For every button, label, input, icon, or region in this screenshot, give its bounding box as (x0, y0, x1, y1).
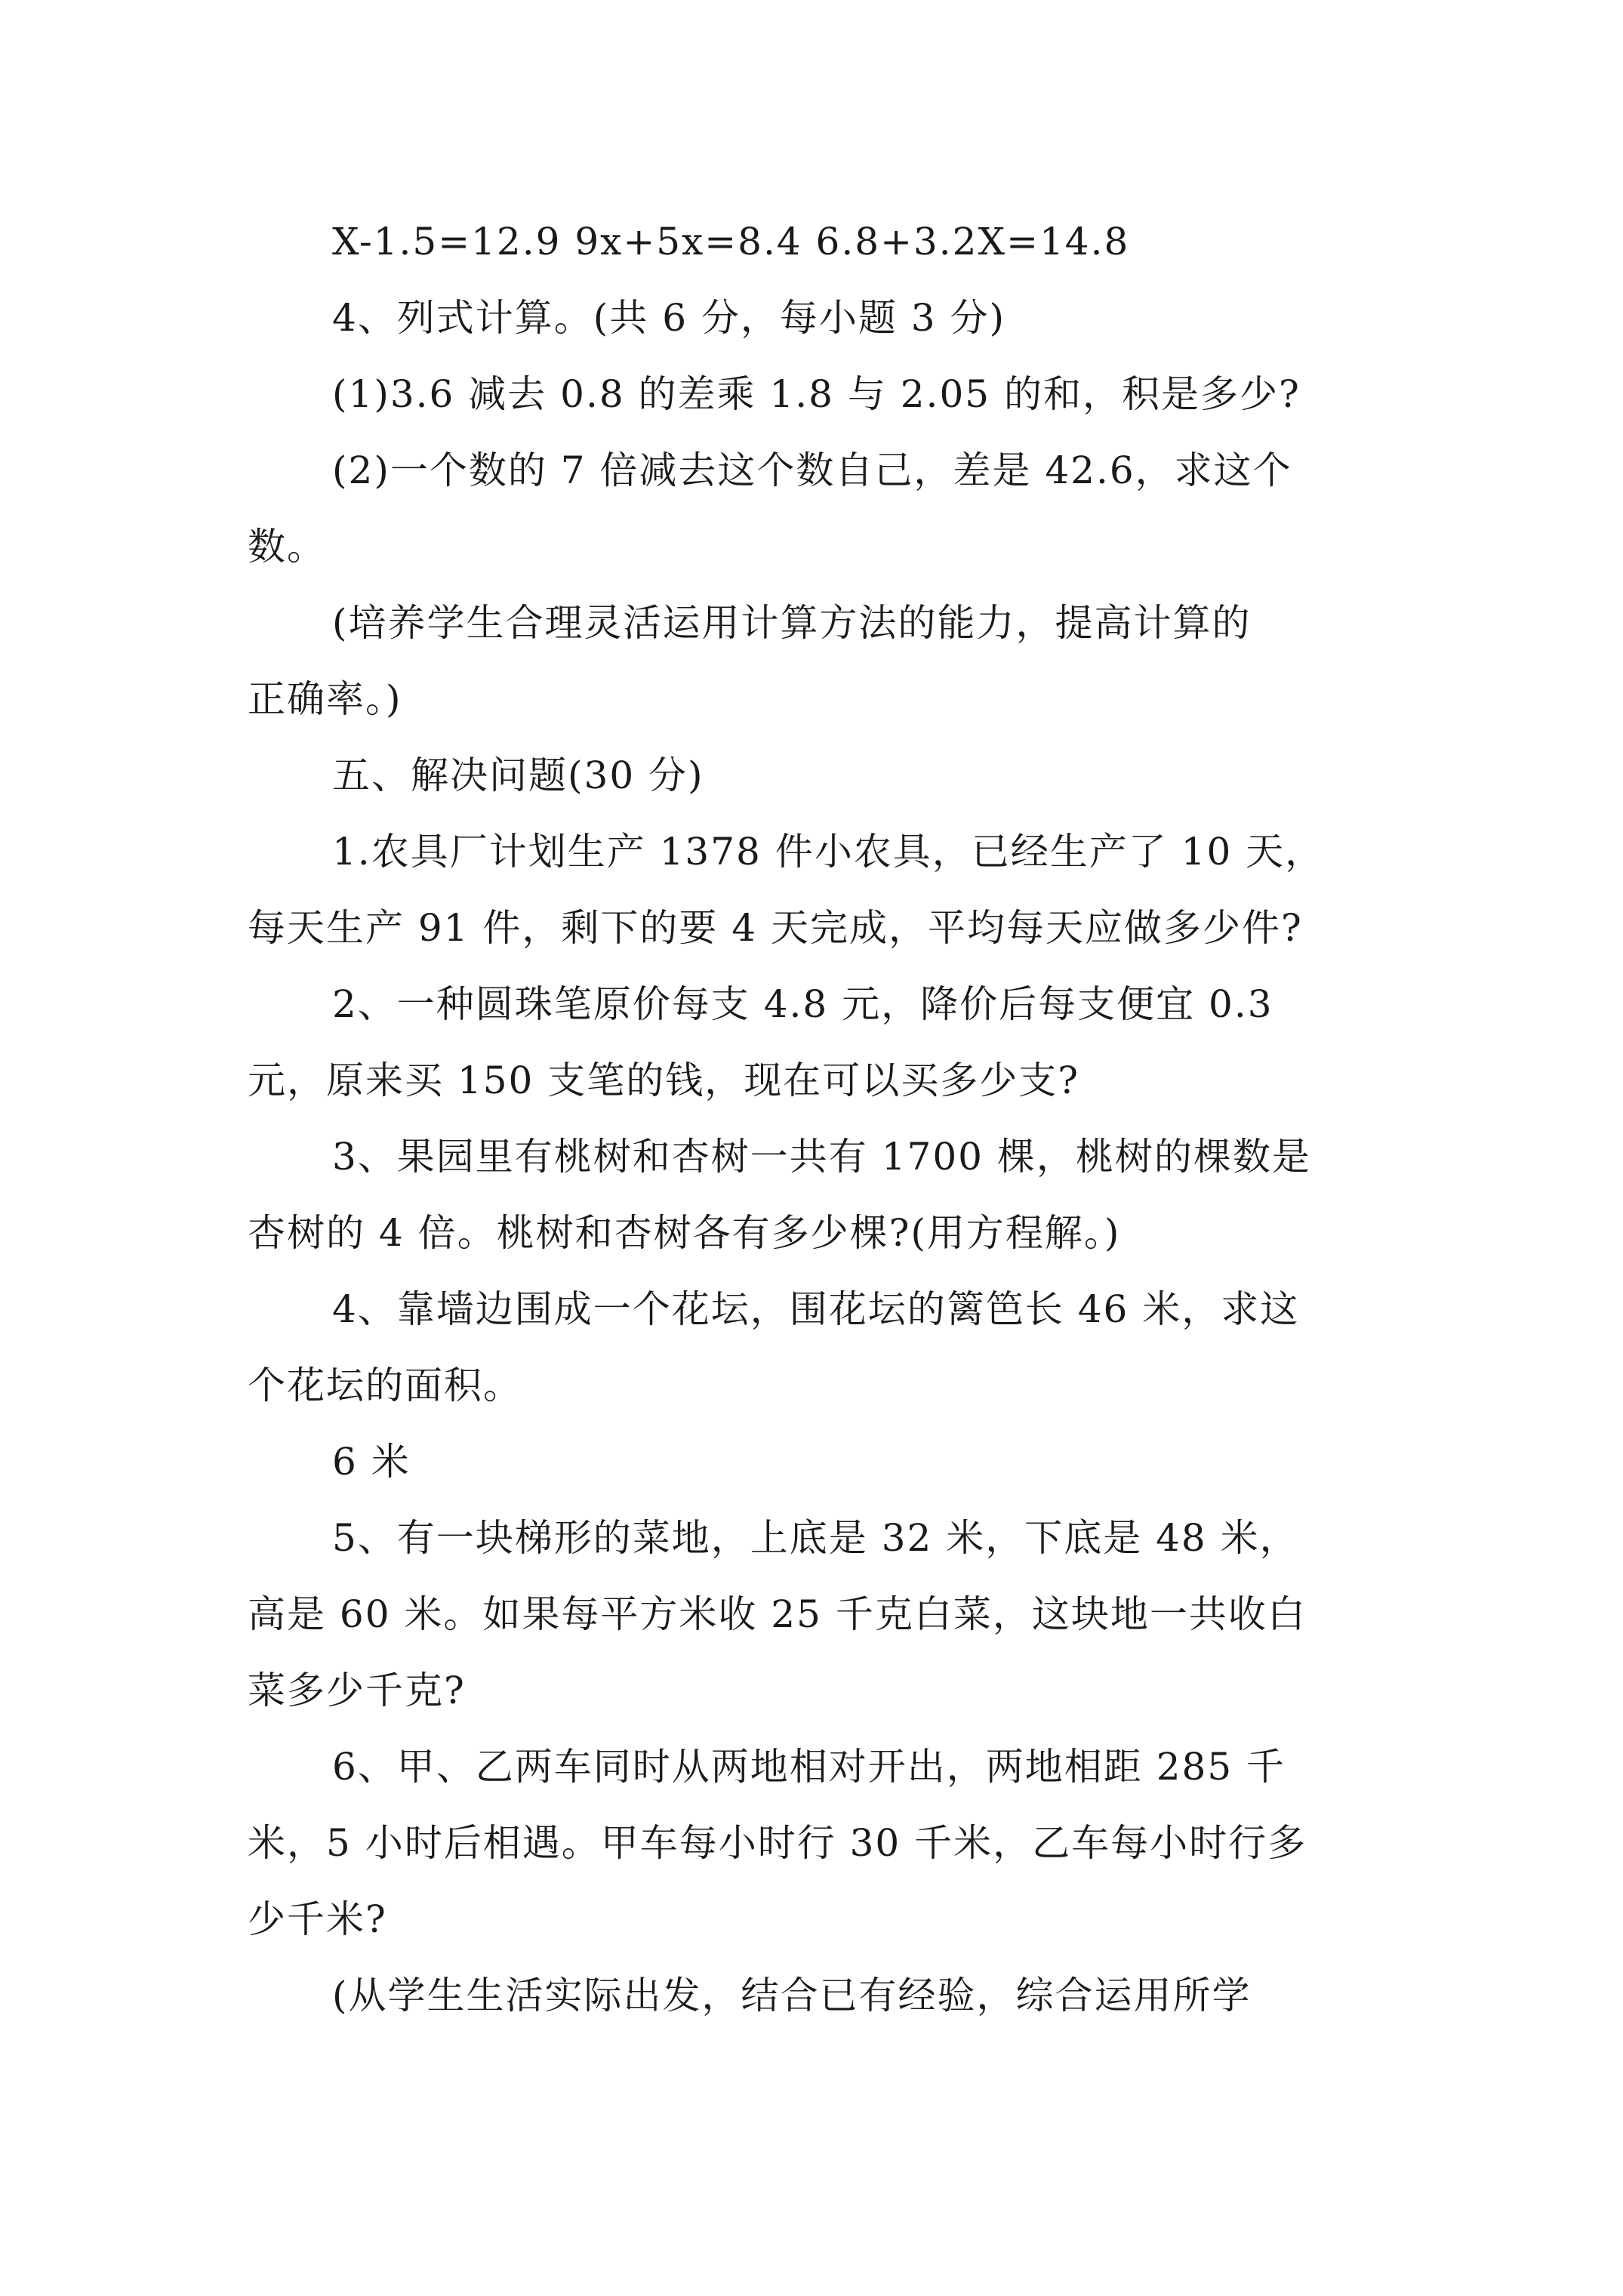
problem-4-line-1: 4、靠墙边围成一个花坛，围花坛的篱笆长 46 米，求这 (332, 1287, 1300, 1331)
problem-6-line-2: 米，5 小时后相遇。甲车每小时行 30 千米，乙车每小时行多 (248, 1821, 1307, 1865)
closing-note-line-1: (从学生生活实际出发，结合已有经验，综合运用所学 (332, 1974, 1252, 2017)
question-4-2-line-2: 数。 (248, 525, 326, 569)
problem-3-line-2: 杏树的 4 倍。桃树和杏树各有多少棵?(用方程解。) (248, 1211, 1121, 1255)
problem-5-line-3: 菜多少千克? (248, 1669, 466, 1712)
problem-5-line-1: 5、有一块梯形的菜地，上底是 32 米，下底是 48 米， (332, 1516, 1299, 1560)
question-4-1: (1)3.6 减去 0.8 的差乘 1.8 与 2.05 的和，积是多少? (332, 372, 1301, 416)
problem-3-line-1: 3、果园里有桃树和杏树一共有 1700 棵，桃树的棵数是 (332, 1135, 1311, 1179)
problem-1-line-2: 每天生产 91 件，剩下的要 4 天完成，平均每天应做多少件? (248, 906, 1303, 950)
problem-5-line-2: 高是 60 米。如果每平方米收 25 千克白菜，这块地一共收白 (248, 1592, 1307, 1636)
section-4-heading: 4、列式计算。(共 6 分，每小题 3 分) (332, 296, 1006, 340)
question-4-2-line-1: (2)一个数的 7 倍减去这个数自己，差是 42.6，求这个 (332, 448, 1292, 492)
note-line-1: (培养学生合理灵活运用计算方法的能力，提高计算的 (332, 601, 1252, 645)
problem-6-line-3: 少千米? (248, 1897, 387, 1941)
note-line-2: 正确率。) (248, 677, 402, 721)
problem-6-line-1: 6、甲、乙两车同时从两地相对开出，两地相距 285 千 (332, 1745, 1286, 1789)
section-5-heading: 五、解决问题(30 分) (332, 754, 704, 797)
equations-line: X-1.5=12.9 9x+5x=8.4 6.8+3.2X=14.8 (332, 220, 1130, 264)
problem-2-line-2: 元，原来买 150 支笔的钱，现在可以买多少支? (248, 1059, 1080, 1102)
problem-4-line-2: 个花坛的面积。 (248, 1364, 522, 1407)
problem-2-line-1: 2、一种圆珠笔原价每支 4.8 元，降价后每支便宜 0.3 (332, 982, 1273, 1026)
problem-4-figure-label: 6 米 (332, 1440, 411, 1484)
problem-1-line-1: 1.农具厂计划生产 1378 件小农具，已经生产了 10 天， (332, 830, 1325, 874)
